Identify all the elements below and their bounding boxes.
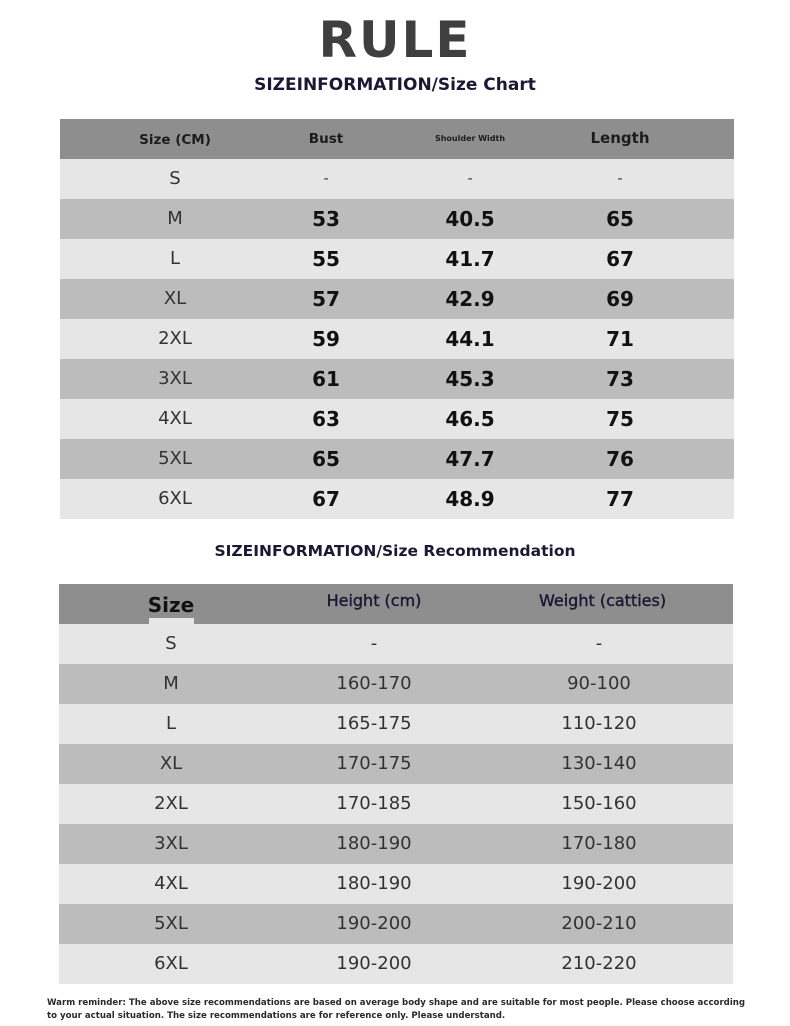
length-cell: -: [617, 170, 623, 187]
shoulder-cell: 46.5: [445, 407, 495, 431]
header-size: Size (CM): [139, 132, 211, 148]
bust-cell: 59: [312, 327, 340, 351]
bust-cell: -: [323, 170, 329, 187]
table-row: [59, 784, 733, 824]
size-cell: 6XL: [158, 488, 192, 509]
size-cell: 6XL: [154, 953, 188, 974]
height-cell: 180-190: [336, 833, 412, 854]
weight-cell: -: [595, 633, 603, 654]
length-cell: 76: [606, 447, 634, 471]
size-cell: 5XL: [158, 448, 192, 469]
size-cell: 4XL: [154, 873, 188, 894]
bust-cell: 61: [312, 367, 340, 391]
table-row: [60, 399, 734, 439]
bust-cell: 53: [312, 207, 340, 231]
size-cell: S: [165, 633, 177, 654]
header-height: Height (cm): [326, 591, 422, 610]
length-cell: 65: [606, 207, 634, 231]
shoulder-cell: 44.1: [445, 327, 495, 351]
length-cell: 77: [606, 487, 634, 511]
size-cell: 3XL: [158, 368, 192, 389]
bust-cell: 55: [312, 247, 340, 271]
warm-reminder-note: Warm reminder: The above size recommendations are based on average body shape and are suitable for most people. Please choose according to your actual situation. The size recommendations are for reference only. Please understand.: [47, 998, 746, 1021]
table-row: [59, 864, 733, 904]
brand-logo: RULE: [318, 11, 472, 69]
table-row: [60, 479, 734, 519]
shoulder-cell: -: [467, 170, 473, 187]
header-bust: Bust: [308, 131, 344, 147]
bust-cell: 65: [312, 447, 340, 471]
size-cell: M: [167, 208, 183, 229]
table-row: [60, 239, 734, 279]
table-row: [60, 359, 734, 399]
size-recommendation-table: [59, 584, 733, 984]
height-cell: -: [370, 633, 378, 654]
weight-cell: 110-120: [561, 713, 637, 734]
shoulder-cell: 47.7: [445, 447, 495, 471]
shoulder-cell: 45.3: [445, 367, 495, 391]
table-row: [60, 279, 734, 319]
size-chart-table: [60, 119, 734, 519]
shoulder-cell: 48.9: [445, 487, 495, 511]
table-row: [60, 319, 734, 359]
size-cell: XL: [163, 288, 187, 309]
table-row: [59, 704, 733, 744]
length-cell: 67: [606, 247, 634, 271]
size-cell: 4XL: [158, 408, 192, 429]
height-cell: 160-170: [336, 673, 412, 694]
size-cell: 3XL: [154, 833, 188, 854]
header-size: Size: [147, 593, 195, 617]
table-row: [60, 199, 734, 239]
bust-cell: 63: [312, 407, 340, 431]
table-row: [59, 904, 733, 944]
length-cell: 71: [606, 327, 634, 351]
length-cell: 73: [606, 367, 634, 391]
table-row: [59, 824, 733, 864]
size-cell: XL: [159, 753, 183, 774]
shoulder-cell: 41.7: [445, 247, 495, 271]
table-row: [59, 944, 733, 984]
size-recommendation-header-row: [59, 584, 733, 624]
table-row: [59, 624, 733, 664]
height-cell: 165-175: [336, 713, 412, 734]
table-row: [60, 439, 734, 479]
size-recommendation-title: SIZEINFORMATION/Size Recommendation: [214, 542, 576, 560]
header-length: Length: [590, 129, 650, 147]
height-cell: 180-190: [336, 873, 412, 894]
weight-cell: 90-100: [567, 673, 631, 694]
size-cell: M: [163, 673, 179, 694]
weight-cell: 190-200: [561, 873, 637, 894]
height-cell: 170-185: [336, 793, 412, 814]
shoulder-cell: 40.5: [445, 207, 495, 231]
size-chart-header-row: [60, 119, 734, 159]
size-cell: 2XL: [154, 793, 188, 814]
weight-cell: 130-140: [561, 753, 637, 774]
length-cell: 69: [606, 287, 634, 311]
size-cell: 5XL: [154, 913, 188, 934]
height-cell: 170-175: [336, 753, 412, 774]
shoulder-cell: 42.9: [445, 287, 495, 311]
table-row: [60, 159, 734, 199]
table-row: [59, 664, 733, 704]
header-shoulder-width: Shoulder Width: [434, 134, 506, 143]
size-cell: L: [165, 713, 177, 734]
height-cell: 190-200: [336, 953, 412, 974]
bust-cell: 67: [312, 487, 340, 511]
size-cell: 2XL: [158, 328, 192, 349]
weight-cell: 150-160: [561, 793, 637, 814]
size-cell: S: [169, 168, 181, 189]
bust-cell: 57: [312, 287, 340, 311]
size-cell: L: [169, 248, 181, 269]
length-cell: 75: [606, 407, 634, 431]
header-weight: Weight (catties): [539, 591, 667, 610]
height-cell: 190-200: [336, 913, 412, 934]
weight-cell: 200-210: [561, 913, 637, 934]
weight-cell: 210-220: [561, 953, 637, 974]
size-chart-title: SIZEINFORMATION/Size Chart: [254, 75, 536, 95]
table-row: [59, 744, 733, 784]
weight-cell: 170-180: [561, 833, 637, 854]
